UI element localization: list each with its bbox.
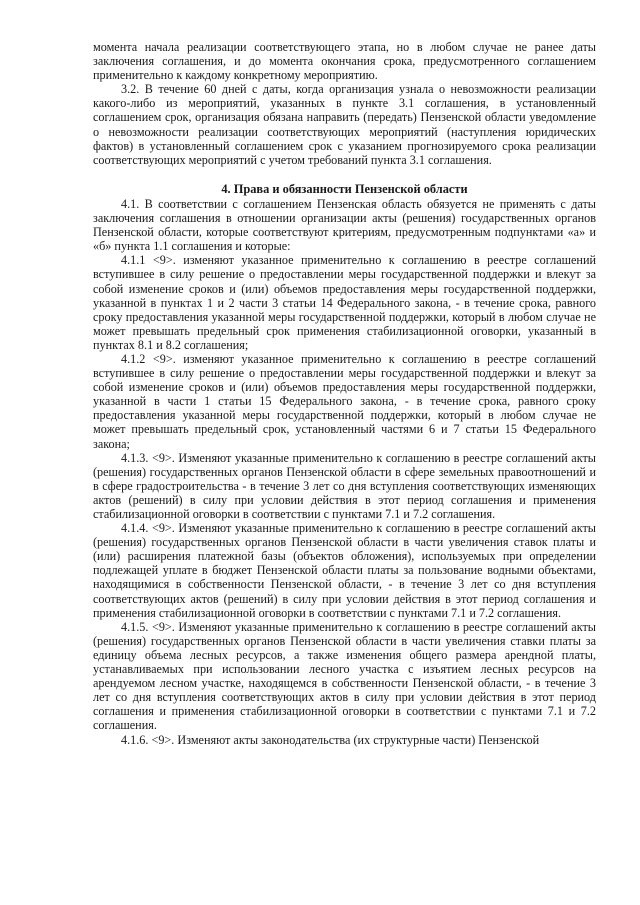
paragraph-4-1-6: 4.1.6. <9>. Изменяют акты законодательства (их структурные части) Пензенской — [121, 732, 540, 747]
section-heading: 4. Права и обязанности Пензенской области — [221, 181, 468, 196]
paragraph-4-1-1: 4.1.1 <9>. изменяют указанное применительно к соглашению в реестре соглашений вступившее в силу решение о предоставлении меры государственной поддержки и влекут за собой изменение сроков и (или) объемов предоставления меры государственной поддержки, указанной в пунктах 1 и 2 части 3 статьи 14 Федерального закона, - в течение срока, равного сроку предоставления указанной меры государственной поддержки, который в любом случае не может превышать предельный срок применения стабилизационной оговорки, указанный в пунктах 8.1 и 8.2 соглашения; — [93, 253, 596, 352]
paragraph-4-1-2: 4.1.2 <9>. изменяют указанное применительно к соглашению в реестре соглашений вступившее в силу решение о предоставлении меры государственной поддержки и влекут за собой изменение сроков и (или) объемов предоставления меры государственной поддержки, указанной в части 1 статьи 15 Федерального закона, - в течение срока, равного сроку предоставления указанной меры государственной поддержки, который в любом случае не может превышать предельный срок, установленный частями 6 и 7 статьи 15 Федерального закона; — [93, 351, 596, 451]
paragraph-4-1-5: 4.1.5. <9>. Изменяют указанные применительно к соглашению в реестре соглашений акты (решения) государственных органов Пензенской области в части увеличения ставки платы за единицу объема лесных ресурсов, а также изменения общего размера арендной платы, устанавливаемых при использовании лесного участка с изъятием лесных ресурсов на арендуемом лесном участке, находящемся в собственности Пензенской области, - в течение 3 лет со дня вступления соответствующих актов в силу при условии действия в этот период соглашения и применения стабилизационной оговорки в соответствии с пунктами 7.1 и 7.2 соглашения. — [93, 619, 596, 733]
paragraph-continuation: момента начала реализации соответствующего этапа, но в любом случае не ранее даты заключения соглашения, и до момента окончания срока, предусмотренного соглашением применительно к каждому конкретному мероприятию. — [93, 40, 596, 83]
paragraph-4-1: 4.1. В соответствии с соглашением Пензенская область обязуется не применять с даты заключения соглашения в отношении организации акты (решения) государственных органов Пензенской области, которые соответствуют критериям, предусмотренным подпунктами «а» и «б» пункта 1.1 соглашения и которые: — [93, 196, 596, 254]
paragraph-4-1-3: 4.1.3. <9>. Изменяют указанные применительно к соглашению в реестре соглашений акты (решения) государственных органов Пензенской области в сфере земельных правоотношений и в сфере градостроительства - в течение 3 лет со дня вступления соответствующих изменяющих актов (решений) в силу при условии действия в этот период соглашения и применения стабилизационной оговорки в соответствии с пунктами 7.1 и 7.2 соглашения. — [93, 450, 596, 521]
paragraph-3-2: 3.2. В течение 60 дней с даты, когда организация узнала о невозможности реализации какого-либо из мероприятий, указанных в пункте 3.1 соглашения, в установленный соглашением срок, организация обязана направить (передать) Пензенской области уведомление о невозможности реализации соответствующих мероприятий (наступления юридических фактов) в установленный соглашением срок с указанием прогнозируемого срока реализации соответствующих мероприятий с учетом требований пункта 3.1 соглашения. — [93, 82, 596, 167]
paragraph-4-1-4: 4.1.4. <9>. Изменяют указанные применительно к соглашению в реестре соглашений акты (решения) государственных органов Пензенской области в части увеличения ставок платы и (или) расширения платежной базы (объектов обложения), используемых при определении подлежащей уплате в бюджет Пензенской области платы за пользование водными объектами, находящимися в собственности Пензенской области, - в течение 3 лет со дня вступления соответствующих актов (решений) в силу при условии действия в этот период соглашения и применения стабилизационной оговорки в соответствии с пунктами 7.1 и 7.2 соглашения. — [93, 521, 596, 620]
